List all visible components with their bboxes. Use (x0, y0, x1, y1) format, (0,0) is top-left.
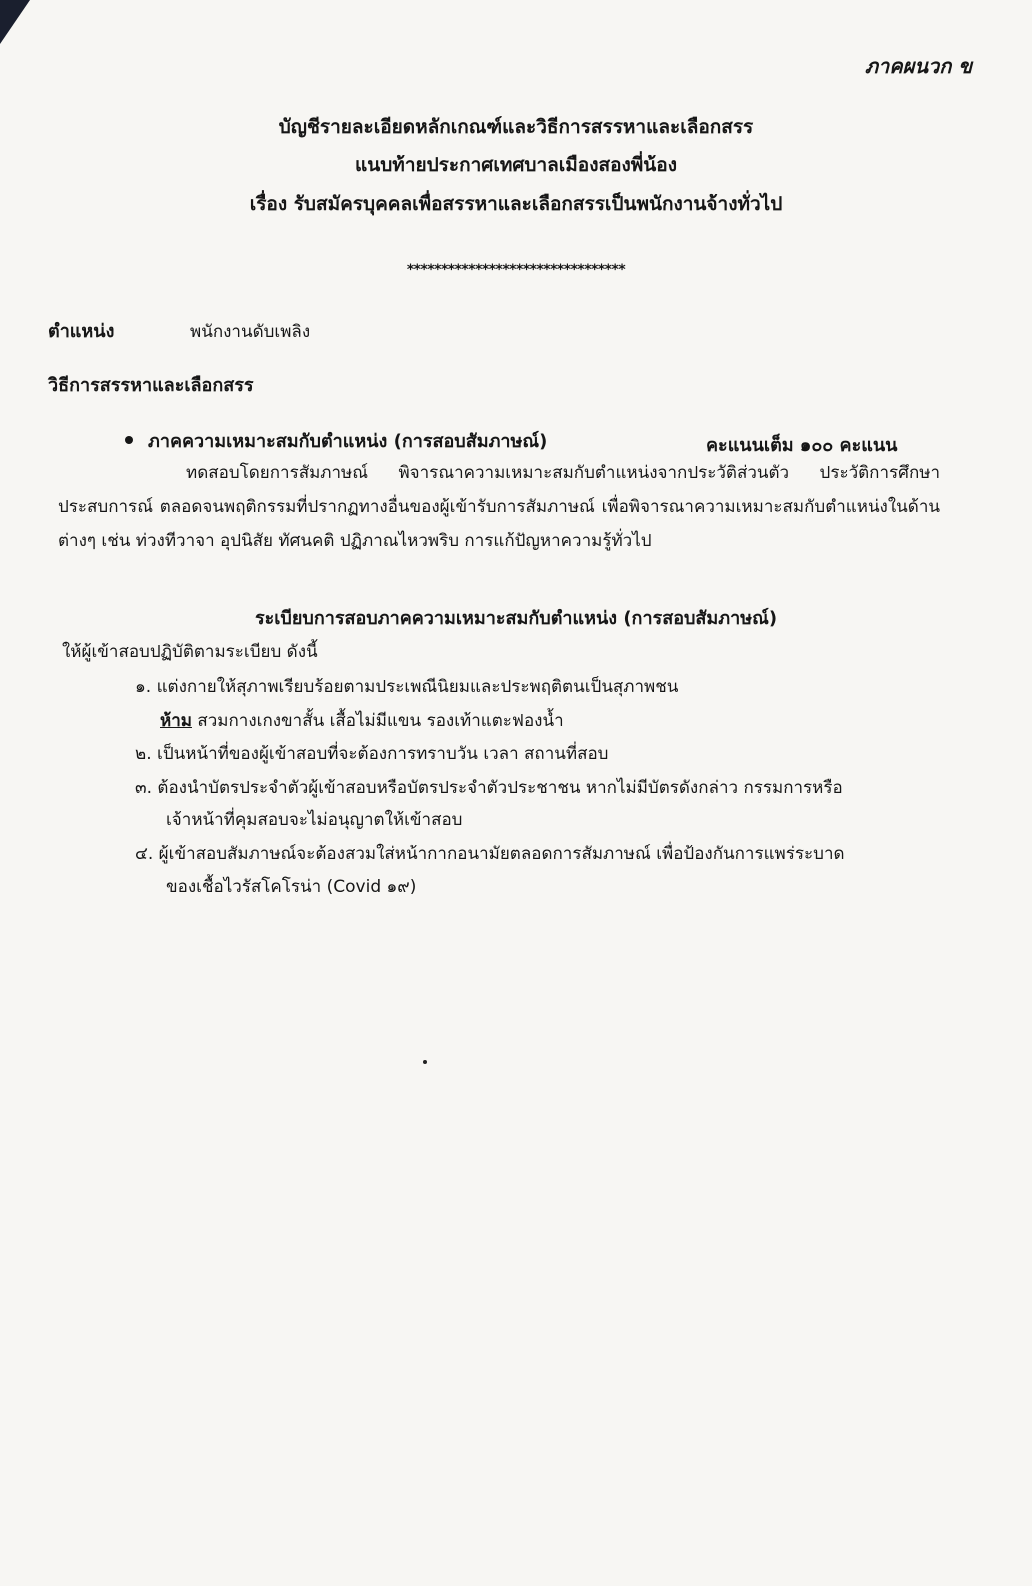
section-score: คะแนนเต็ม ๑๐๐ คะแนน (706, 435, 898, 456)
prohibit-text: สวมกางเกงขาสั้น เสื้อไม่มีแขน รองเท้าแตะฟองน้ำ (191, 711, 564, 731)
rule-item-4-continued: ของเชื้อไวรัสโคโรน่า (Covid ๑๙) (166, 877, 417, 897)
method-heading: วิธีการสรรหาและเลือกสรร (48, 375, 254, 396)
rule-item-4: ๔. ผู้เข้าสอบสัมภาษณ์จะต้องสวมใส่หน้ากากอนามัยตลอดการสัมภาษณ์ เพื่อป้องกันการแพร่ระบาด (135, 844, 845, 864)
section-description: ทดสอบโดยการสัมภาษณ์ พิจารณาความเหมาะสมกับตำแหน่งจากประวัติส่วนตัว ประวัติการศึกษา ประสบการณ์ ตลอดจนพฤติกรรมที่ปรากฏทางอื่นของผู้เข้ารับการสัมภาษณ์ เพื่อพิจารณาความเหมาะสมกับตำแหน่งในด้านต่างๆ เช่น ท่วงทีวาจา อุปนิสัย ทัศนคติ ปฏิภาณไหวพริบ การแก้ปัญหาความรู้ทั่วไป (58, 463, 940, 551)
document-title-line-1: บัญชีรายละเอียดหลักเกณฑ์และวิธีการสรรหาและเลือกสรร (278, 116, 754, 138)
rule-item-3: ๓. ต้องนำบัตรประจำตัวผู้เข้าสอบหรือบัตรประจำตัวประชาชน หากไม่มีบัตรดังกล่าว กรรมการหรือ (135, 778, 843, 798)
rule-item-1-prohibit (160, 707, 564, 734)
rules-intro: ให้ผู้เข้าสอบปฏิบัติตามระเบียบ ดังนี้ (62, 642, 318, 662)
section-title: ภาคความเหมาะสมกับตำแหน่ง (การสอบสัมภาษณ์) (148, 431, 548, 452)
position-label: ตำแหน่ง (48, 321, 115, 342)
stray-dot (423, 1060, 427, 1064)
separator-stars: ******************************** (406, 262, 626, 278)
prohibit-word: ห้าม (160, 711, 192, 731)
appendix-label: ภาคผนวก ข (864, 54, 972, 78)
position-value: พนักงานดับเพลิง (190, 322, 311, 342)
rule-item-2: ๒. เป็นหน้าที่ของผู้เข้าสอบที่จะต้องการทราบวัน เวลา สถานที่สอบ (135, 744, 609, 764)
scan-corner-shadow (0, 0, 30, 44)
document-title-line-2: แนบท้ายประกาศเทศบาลเมืองสองพี่น้อง (355, 154, 677, 176)
rule-item-1: ๑. แต่งกายให้สุภาพเรียบร้อยตามประเพณีนิยมและประพฤติตนเป็นสุภาพชน (135, 677, 679, 697)
document-title-line-3: เรื่อง รับสมัครบุคคลเพื่อสรรหาและเลือกสรรเป็นพนักงานจ้างทั่วไป (249, 193, 783, 215)
bullet-icon (125, 436, 133, 444)
rule-item-3-continued: เจ้าหน้าที่คุมสอบจะไม่อนุญาตให้เข้าสอบ (166, 810, 463, 830)
rules-heading: ระเบียบการสอบภาคความเหมาะสมกับตำแหน่ง (การสอบสัมภาษณ์) (254, 608, 778, 629)
